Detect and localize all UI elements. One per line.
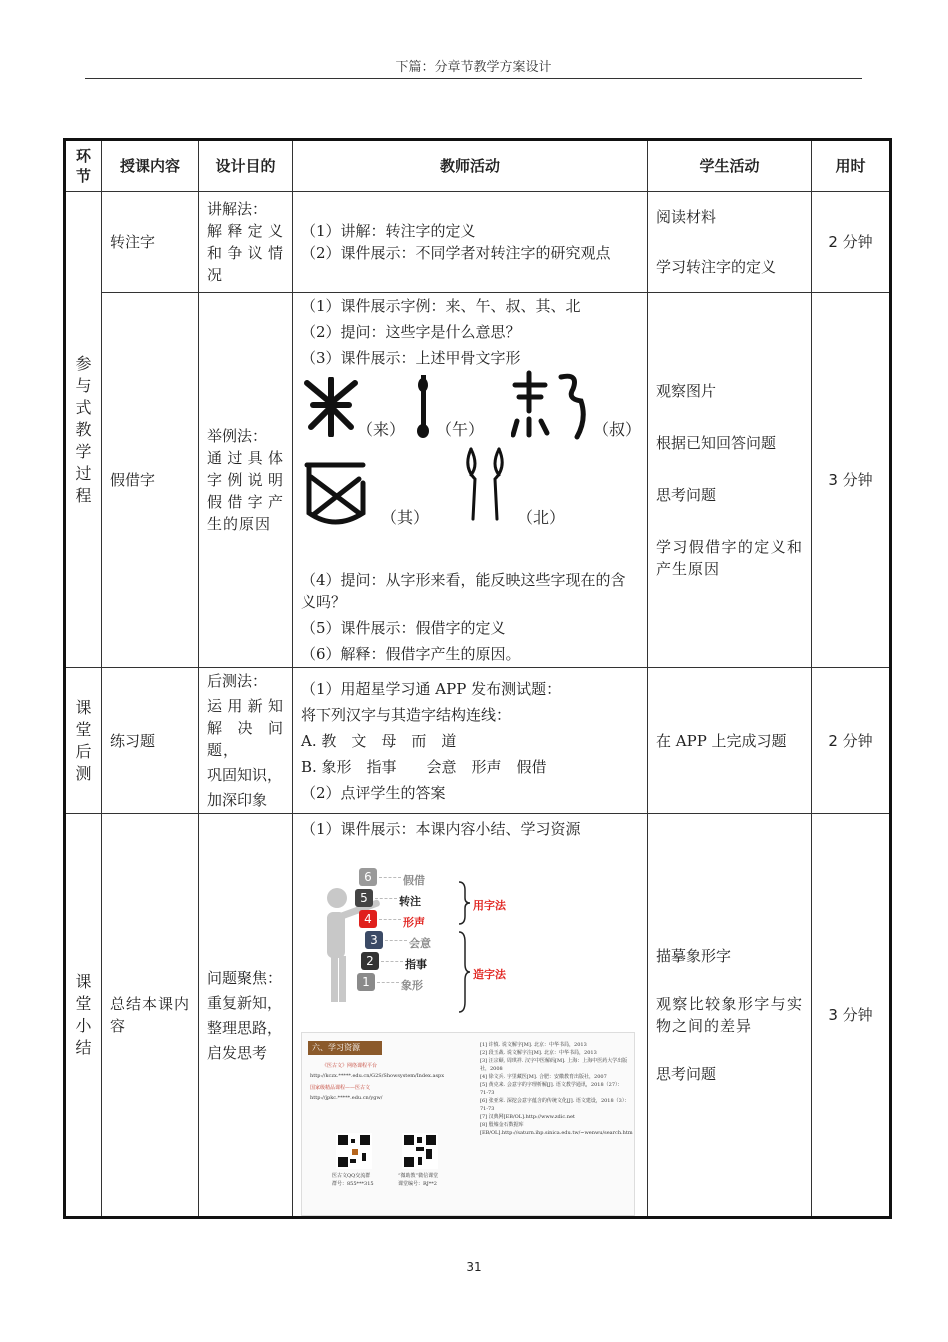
glyph-label: （其）: [381, 508, 430, 527]
glyph-lai-icon: [301, 377, 361, 437]
step-number-6: 6: [359, 868, 377, 886]
step-number-1: 1: [357, 973, 375, 991]
step-connector: [379, 919, 401, 920]
table-row: [65, 814, 891, 1218]
student-cell: 观察图片 根据已知回答问题 思考问题 学习假借字的定义和产生原因: [648, 293, 812, 668]
step-label: 指事: [405, 958, 427, 971]
teacher-cell: （1）讲解：转注字的定义 （2）课件展示：不同学者对转注字的研究观点: [293, 192, 648, 293]
glyph-bei-icon: [455, 445, 515, 521]
reference-item: [4] 徐文兵. 字里藏医[M]. 合肥：安徽教育出版社，2007: [480, 1074, 607, 1080]
content-cell: 总结本课内容: [102, 814, 199, 1218]
brace-icon: [457, 880, 471, 926]
purpose-cell: 举例法： 通过具体字例说明假借字产生的原因: [199, 293, 293, 668]
reference-item: [5] 黄克来. 会意字的字理析解[J]. 语文教学通讯，2018（27）：71-73: [480, 1082, 623, 1096]
student-cell: 在 APP 上完成习题: [648, 668, 812, 814]
reference-item: [2] 段玉裁. 说文解字注[M]. 北京：中华书局，2013: [480, 1050, 597, 1056]
header-time: 用时: [812, 140, 891, 192]
step-label: 转注: [399, 895, 421, 908]
step-number-2: 2: [361, 952, 379, 970]
reference-list: [480, 1041, 633, 1137]
step-connector: [381, 961, 403, 962]
qr-code-icon: [402, 1133, 438, 1169]
page-header: 下篇：分章节教学方案设计: [395, 60, 552, 75]
glyph-label: （叔）: [593, 420, 642, 439]
resources-title: 六、学习资源: [308, 1041, 382, 1055]
glyph-label: （午）: [436, 420, 485, 439]
step-number-5: 5: [355, 889, 373, 907]
student-cell: 描摹象形字 观察比较象形字与实物之间的差异 思考问题: [648, 814, 812, 1218]
content-cell: 假借字: [102, 293, 199, 668]
glyph-label: （北）: [517, 508, 566, 527]
step-connector: [379, 877, 401, 878]
group-use-label: 用字法: [473, 899, 506, 912]
group-make-label: 造字法: [473, 968, 506, 981]
step-number-4: 4: [359, 910, 377, 928]
resource-link: 《医古文》网络课程平台: [322, 1063, 378, 1069]
qr-caption: 群号：855***315: [332, 1181, 374, 1187]
step-connector: [375, 898, 397, 899]
reference-item: [6] 张亚荣. 深挖会意字蕴含的传统文化[J]. 语文建设，2018（3）：71-73: [480, 1098, 630, 1112]
header-teacher: 教师活动: [293, 140, 648, 192]
summary-slide: [301, 864, 545, 1014]
purpose-cell: 问题聚焦： 重复新知， 整理思路， 启发思考: [199, 814, 293, 1218]
teacher-cell: （1）课件展示字例：来、午、叔、其、北 （2）提问：这些字是什么意思？ （3）课件展示：上述甲骨文字形 （来） （午） （叔） （其） （北） （4）提问：从字形来看，能反映这些字现在的含义吗？ （5）课件展示：假借字的定义 （6）解释：假借字产生的原因。: [293, 293, 648, 668]
table-row: [65, 293, 891, 668]
time-cell: 3 分钟: [812, 814, 891, 1218]
qr-caption: 课堂编号：RJ**2: [398, 1181, 437, 1187]
step-connector: [385, 940, 407, 941]
reference-item: [3] 汪宗颐, 周琪祥. 汉字中医解码[M]. 上海：上海中医药大学出版社，2008: [480, 1058, 628, 1072]
header-stage: 环节: [65, 140, 102, 192]
table-header-row: [65, 140, 891, 192]
content-cell: 转注字: [102, 192, 199, 293]
resource-link: 国家级精品课程——医古文: [310, 1085, 371, 1091]
table-row: [65, 668, 891, 814]
step-label: 形声: [403, 916, 425, 929]
glyph-qi-icon: [301, 457, 371, 533]
resource-link: http://jpkc.*****.edu.cn/ygw/: [310, 1095, 383, 1101]
lesson-plan-table: [63, 138, 892, 1219]
qr-code-icon: [336, 1133, 372, 1169]
time-cell: 2 分钟: [812, 668, 891, 814]
qr-caption: “微助教”微信课堂: [398, 1173, 439, 1179]
step-label: 假借: [403, 874, 425, 887]
header-student: 学生活动: [648, 140, 812, 192]
resource-link: http://kczx.*****.edu.cn/G2S/Showsystem/Index.aspx: [310, 1073, 445, 1079]
header-content: 授课内容: [102, 140, 199, 192]
teacher-cell: （1）课件展示：本课内容小结、学习资源 6 假借 5 转注 4 形声 3 会意 2 指事 1 象形 用字法 造字法 六、学习资源 《医古文》网络课程平台 http://kczx.*****.edu.cn/G2S/Showsystem/Index.aspx 国家级精品课程——医古文 http://jpkc.*****.edu.cn/ygw/ 医古文QQ交流群 群号：855***315 “微助教”微信课堂 课堂编号：RJ**2 [1] 许慎. 说文解字[M]. 北京：中华书局，2013 [2] 段玉裁. 说文解字注[M]. 北京：中华书局，2013 [3] 汪宗颐, 周琪祥. 汉字中医解码[M]. 上海：上海中医药大学出版社，2008 [4] 徐文兵. 字里藏医[M]. 合肥：安徽教育出版社，2007 [5] 黄克来. 会意字的字理析解[J]. 语文教学通讯，2018（27）：71-73 [6] 张亚荣. 深挖会意字蕴含的传统文化[J]. 语文建设，2018（3）：71-73 [7] 汉典网[EB/OL].http://www.zdic.net [8] 殷墟金石数据库[EB/OL].http://saturn.ihp.sinica.edu.tw/~wenwu/search.htm: [293, 814, 648, 1218]
brace-icon: [457, 930, 471, 1014]
slide-thumbnails: [301, 844, 633, 1214]
reference-item: [1] 许慎. 说文解字[M]. 北京：中华书局，2013: [480, 1042, 587, 1048]
qr-caption: 医古文QQ交流群: [332, 1173, 371, 1179]
glyph-shu-icon: [511, 369, 591, 441]
purpose-cell: 讲解法： 解释定义和争议情况: [199, 192, 293, 293]
stage-cell: 课堂小结: [65, 814, 102, 1218]
time-cell: 3 分钟: [812, 293, 891, 668]
reference-item: [8] 殷墟金石数据库[EB/OL].http://saturn.ihp.sinica.edu.tw/~wenwu/search.htm: [480, 1122, 633, 1136]
glyph-wu-icon: [413, 373, 433, 439]
reference-item: [7] 汉典网[EB/OL].http://www.zdic.net: [480, 1114, 575, 1120]
header-purpose: 设计目的: [199, 140, 293, 192]
oracle-bone-glyphs: [301, 369, 642, 569]
purpose-cell: 后测法： 运用新知解决问题， 巩固知识， 加深印象: [199, 668, 293, 814]
stage-cell: 课堂后测: [65, 668, 102, 814]
time-cell: 2 分钟: [812, 192, 891, 293]
step-number-3: 3: [365, 931, 383, 949]
step-label: 会意: [409, 937, 431, 950]
teacher-cell: （1）用超星学习通 APP 发布测试题： 将下列汉字与其造字结构连线： A. 教 文 母 而 道 B. 象形 指事 会意 形声 假借 （2）点评学生的答案: [293, 668, 648, 814]
glyph-label: （来）: [357, 420, 406, 439]
table-row: [65, 192, 891, 293]
student-cell: 阅读材料 学习转注字的定义: [648, 192, 812, 293]
step-label: 象形: [401, 979, 423, 992]
resources-slide: [301, 1032, 635, 1216]
step-connector: [377, 982, 399, 983]
header-rule: [85, 78, 862, 79]
page-number: 31: [466, 1260, 482, 1274]
stage-cell: 参与式教学过程: [65, 192, 102, 668]
content-cell: 练习题: [102, 668, 199, 814]
